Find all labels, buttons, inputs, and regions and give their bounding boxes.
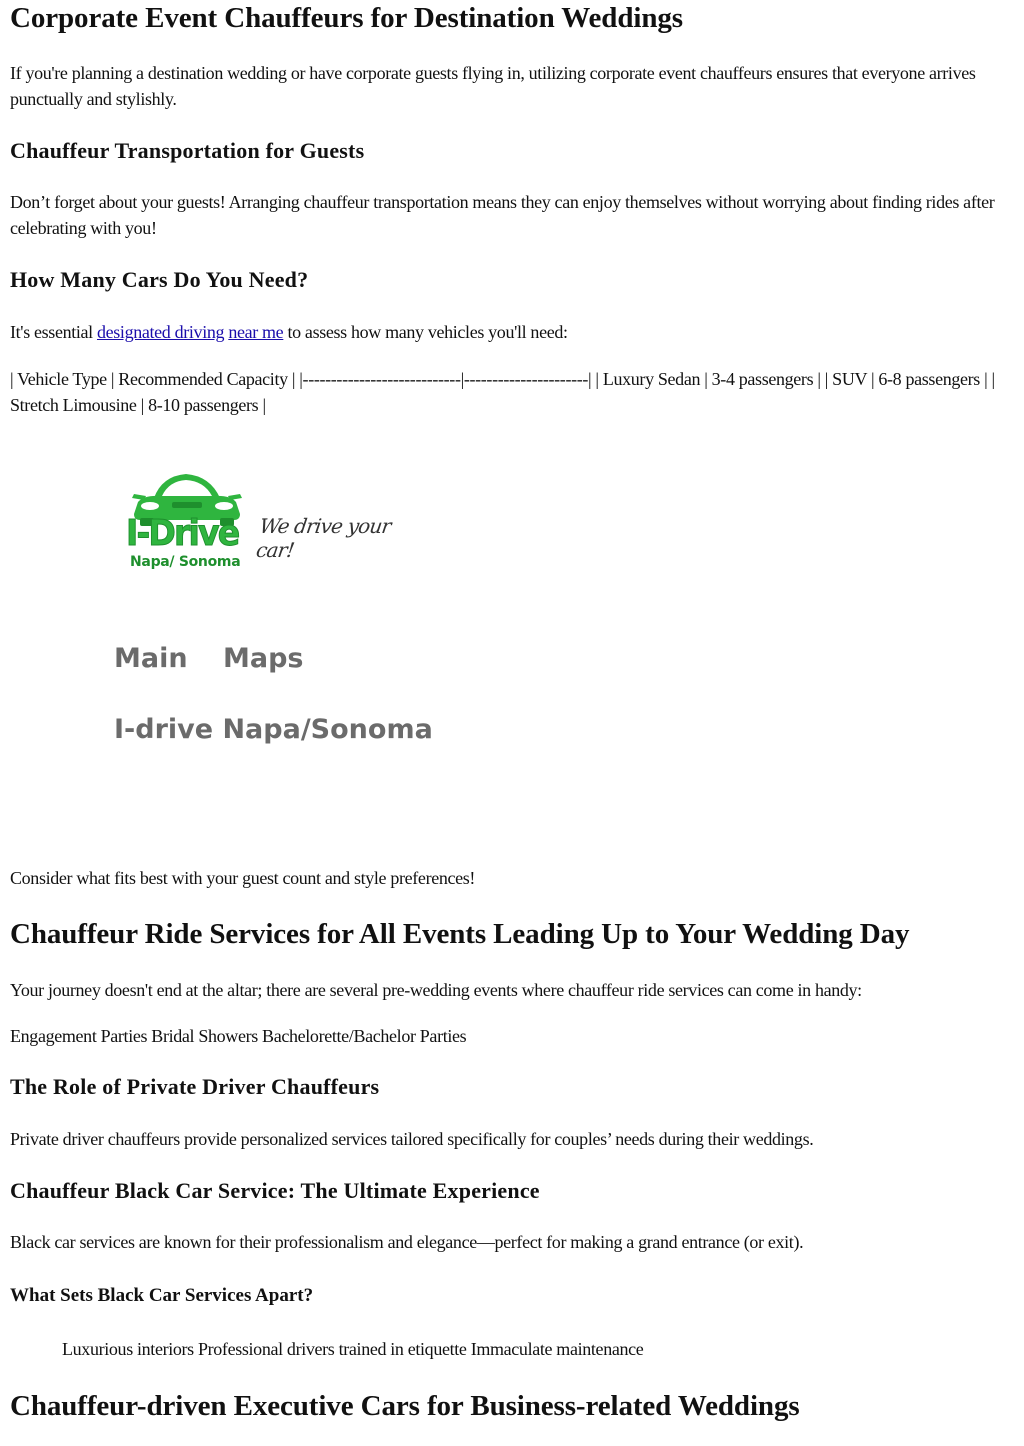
paragraph-black-car: Black car services are known for their professionalism and elegance—perfect for making a grand entrance (or exit).: [10, 1232, 804, 1252]
site-title[interactable]: I-drive Napa/Sonoma: [114, 714, 433, 745]
link-near-me[interactable]: near me: [228, 322, 284, 342]
paragraph-assess-vehicles: [10, 319, 1010, 345]
intro-text-after: to assess how many vehicles you'll need:: [283, 322, 568, 342]
features-list: Luxurious interiors Professional drivers trained in etiquette Immaculate maintenance: [62, 1339, 644, 1359]
logo-brand-text: I-Drive: [126, 513, 239, 554]
heading-chauffeur-transportation: Chauffeur Transportation for Guests: [10, 138, 365, 163]
idrive-logo[interactable]: [124, 468, 404, 578]
heading-chauffeur-ride-services: Chauffeur Ride Services for All Events Leading Up to Your Wedding Day: [10, 918, 910, 950]
heading-how-many-cars: How Many Cars Do You Need?: [10, 267, 309, 292]
heading-corporate-event-chauffeurs: Corporate Event Chauffeurs for Destination Weddings: [10, 2, 683, 34]
heading-executive-cars: Chauffeur-driven Executive Cars for Business-related Weddings: [10, 1390, 800, 1422]
nav-item-main[interactable]: Main: [114, 643, 188, 674]
paragraph-corporate-guests: If you're planning a destination wedding or have corporate guests flying in, utilizing corporate event chauffeurs ensures that everyone arrives punctually and stylishly.: [10, 63, 976, 109]
logo-sub-text: Napa/ Sonoma: [130, 554, 241, 570]
intro-text-before: It's essential: [10, 322, 97, 342]
paragraph-guest-count: Consider what fits best with your guest count and style preferences!: [10, 868, 476, 888]
link-designated-driving[interactable]: designated driving: [96, 322, 225, 342]
logo-tagline: We drive your car!: [254, 514, 393, 562]
nav-item-maps[interactable]: Maps: [223, 643, 304, 674]
heading-black-car-service: Chauffeur Black Car Service: The Ultimate Experience: [10, 1178, 540, 1203]
paragraph-private-driver: Private driver chauffeurs provide personalized services tailored specifically for couples’ needs during their weddings.: [10, 1129, 814, 1149]
paragraph-pre-wedding-events: Your journey doesn't end at the altar; there are several pre-wedding events where chauffeur ride services can come in handy:: [10, 980, 862, 1000]
heading-what-sets-apart: What Sets Black Car Services Apart?: [10, 1285, 314, 1306]
vehicle-table-text: | Vehicle Type | Recommended Capacity | |----------------------------|----------------------| | Luxury Sedan | 3-4 passengers | | SUV | 6-8 passengers | | Stretch Limousine | 8-10 passengers |: [10, 369, 995, 415]
events-list: Engagement Parties Bridal Showers Bachelorette/Bachelor Parties: [10, 1026, 467, 1046]
paragraph-guests: Don’t forget about your guests! Arranging chauffeur transportation means they can enjoy themselves without worrying about finding rides after celebrating with you!: [10, 192, 995, 238]
heading-private-driver: The Role of Private Driver Chauffeurs: [10, 1074, 380, 1099]
